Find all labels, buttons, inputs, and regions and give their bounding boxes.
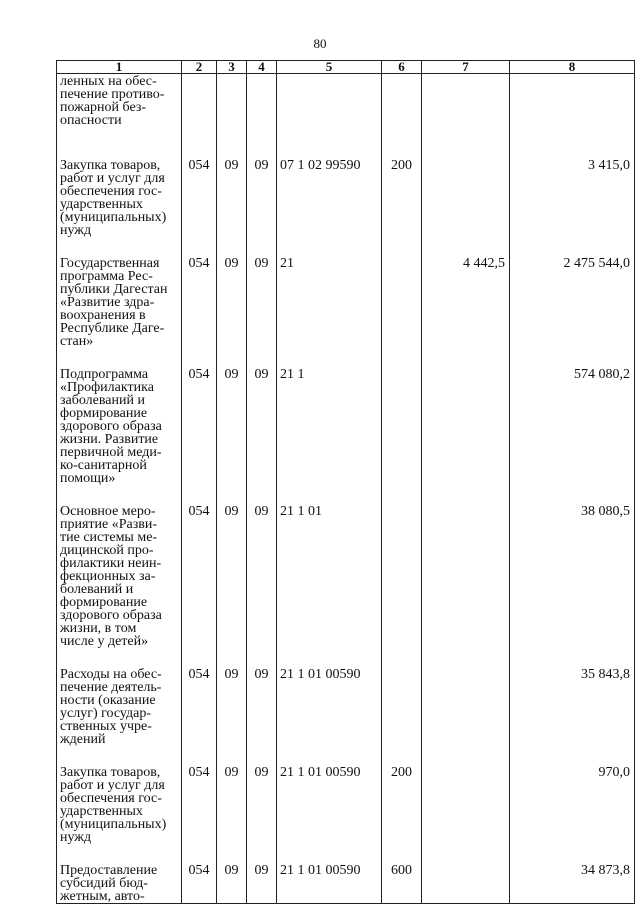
- page-number: 80: [313, 36, 327, 51]
- row-subsection-code: 09: [247, 485, 277, 648]
- table-header-row: [57, 61, 635, 74]
- row-amount-col8: 2 475 544,0: [510, 237, 635, 348]
- row-subsection-code: 09: [247, 746, 277, 844]
- row-ministry-code: 054: [182, 139, 217, 237]
- row-name-cell: [57, 746, 182, 844]
- table-body: [57, 74, 635, 904]
- row-expense-type: [382, 237, 422, 348]
- row-amount-col8: 574 080,2: [510, 348, 635, 485]
- row-name-cell: [57, 237, 182, 348]
- row-section-code: 09: [217, 348, 247, 485]
- table-row: [57, 485, 635, 648]
- row-expense-type: [382, 348, 422, 485]
- row-amount-col8: [510, 74, 635, 139]
- row-subsection-code: 09: [247, 648, 277, 746]
- row-amount-col7: [422, 648, 510, 746]
- row-section-code: [217, 74, 247, 139]
- row-expense-type: 600: [382, 844, 422, 904]
- row-ministry-code: 054: [182, 844, 217, 904]
- row-name-cell: [57, 74, 182, 139]
- row-subsection-code: 09: [247, 237, 277, 348]
- table-row: [57, 648, 635, 746]
- row-section-code: 09: [217, 237, 247, 348]
- row-name-text: Закупка товаров, работ и услуг для обеспечения гос- ударственных (муниципальных) нужд: [60, 157, 167, 238]
- row-amount-col8: 34 873,8: [510, 844, 635, 904]
- row-ministry-code: 054: [182, 648, 217, 746]
- row-name-cell: [57, 844, 182, 904]
- table-row: [57, 746, 635, 844]
- row-section-code: 09: [217, 648, 247, 746]
- row-amount-col7: [422, 348, 510, 485]
- row-target-article: 21 1 01: [277, 485, 382, 648]
- row-target-article: 21: [277, 237, 382, 348]
- row-name-cell: [57, 648, 182, 746]
- row-target-article: 21 1 01 00590: [277, 844, 382, 904]
- table-row: [57, 348, 635, 485]
- column-header-2: 2: [182, 61, 217, 74]
- row-ministry-code: 054: [182, 485, 217, 648]
- row-target-article: 21 1: [277, 348, 382, 485]
- row-expense-type: [382, 485, 422, 648]
- row-amount-col7: [422, 746, 510, 844]
- row-name-text: Расходы на обес- печение деятель- ности (оказание услуг) государ- ственных учре- ждений: [60, 666, 162, 747]
- row-section-code: 09: [217, 485, 247, 648]
- row-expense-type: [382, 74, 422, 139]
- row-amount-col8: 3 415,0: [510, 139, 635, 237]
- row-amount-col7: [422, 74, 510, 139]
- row-amount-col7: [422, 485, 510, 648]
- row-name-text: Подпрограмма «Профилактика заболеваний и формирование здорового образа жизни. Развитие первичной меди- ко-санитарной помощи»: [60, 366, 162, 486]
- column-header-7: 7: [422, 61, 510, 74]
- row-amount-col7: [422, 139, 510, 237]
- row-name-text: Основное меро- приятие «Разви- тие системы ме- дицинской про- филактики неин- фекционных за- болеваний и формирование здорового образа жизни, в том числе у детей»: [60, 503, 162, 649]
- row-target-article: 07 1 02 99590: [277, 139, 382, 237]
- row-ministry-code: 054: [182, 237, 217, 348]
- row-amount-col8: 35 843,8: [510, 648, 635, 746]
- row-subsection-code: [247, 74, 277, 139]
- row-name-text: Предоставление субсидий бюд- жетным, авто-: [60, 862, 158, 904]
- column-header-4: 4: [247, 61, 277, 74]
- row-section-code: 09: [217, 844, 247, 904]
- table-row: [57, 139, 635, 237]
- row-name-text: Государственная программа Рес- публики Дагестан «Развитие здра- воохранения в Республике Даге- стан»: [60, 255, 168, 349]
- budget-table: [56, 60, 635, 904]
- row-amount-col7: 4 442,5: [422, 237, 510, 348]
- row-target-article: 21 1 01 00590: [277, 746, 382, 844]
- row-target-article: [277, 74, 382, 139]
- row-expense-type: [382, 648, 422, 746]
- column-header-5: 5: [277, 61, 382, 74]
- row-expense-type: 200: [382, 746, 422, 844]
- row-section-code: 09: [217, 139, 247, 237]
- row-name-cell: [57, 348, 182, 485]
- row-ministry-code: 054: [182, 746, 217, 844]
- row-name-text: Закупка товаров, работ и услуг для обеспечения гос- ударственных (муниципальных) нужд: [60, 764, 167, 845]
- row-name-cell: [57, 485, 182, 648]
- table-row: [57, 237, 635, 348]
- table-row: [57, 844, 635, 904]
- column-header-6: 6: [382, 61, 422, 74]
- table-row: [57, 74, 635, 139]
- column-header-3: 3: [217, 61, 247, 74]
- row-ministry-code: [182, 74, 217, 139]
- row-subsection-code: 09: [247, 348, 277, 485]
- row-expense-type: 200: [382, 139, 422, 237]
- row-amount-col8: 970,0: [510, 746, 635, 844]
- row-amount-col8: 38 080,5: [510, 485, 635, 648]
- column-header-8: 8: [510, 61, 635, 74]
- row-target-article: 21 1 01 00590: [277, 648, 382, 746]
- column-header-1: 1: [57, 61, 182, 74]
- row-amount-col7: [422, 844, 510, 904]
- row-name-text: ленных на обес- печение противо- пожарной без- опасности: [60, 74, 165, 128]
- row-subsection-code: 09: [247, 844, 277, 904]
- row-ministry-code: 054: [182, 348, 217, 485]
- row-name-cell: [57, 139, 182, 237]
- row-section-code: 09: [217, 746, 247, 844]
- row-subsection-code: 09: [247, 139, 277, 237]
